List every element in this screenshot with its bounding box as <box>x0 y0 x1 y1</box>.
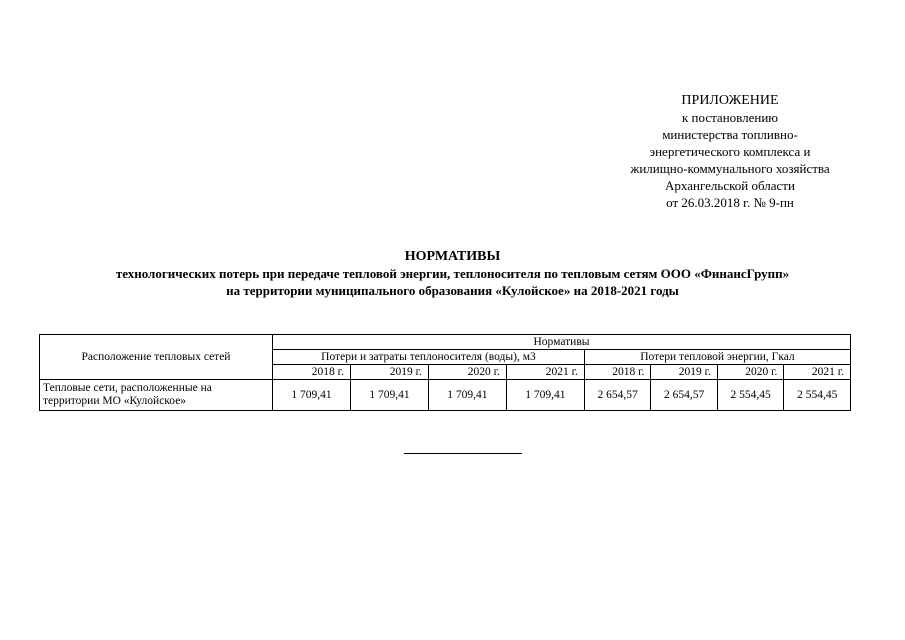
year-header: 2019 г. <box>651 365 718 380</box>
table-row <box>40 380 851 411</box>
appendix-line: к постановлению <box>681 110 779 125</box>
document-subtitle-line1: технологических потерь при передаче тепловой энергии, теплоносителя по тепловым сетям ООО «ФинансГрупп» <box>115 266 790 281</box>
year-header: 2021 г. <box>784 365 851 380</box>
value-cell: 2 654,57 <box>584 380 651 411</box>
appendix-date: от 26.03.2018 г. № 9-пн <box>666 195 794 210</box>
year-header: 2020 г. <box>428 365 506 380</box>
document-subtitle-line2: на территории муниципального образования «Кулойское» на 2018-2021 годы <box>226 283 679 298</box>
document-heading <box>20 248 885 299</box>
appendix-line: министерства топливно- <box>662 127 798 142</box>
year-header: 2019 г. <box>350 365 428 380</box>
value-cell: 1 709,41 <box>350 380 428 411</box>
closing-rule <box>404 453 522 454</box>
year-header: 2020 г. <box>717 365 784 380</box>
norms-header: Нормативы <box>273 335 851 350</box>
location-cell: Тепловые сети, расположенные на территории МО «Кулойское» <box>40 380 273 411</box>
norms-table <box>39 334 851 411</box>
table-header-row <box>40 335 851 350</box>
year-header: 2018 г. <box>584 365 651 380</box>
document-title: НОРМАТИВЫ <box>404 249 501 264</box>
location-header: Расположение тепловых сетей <box>40 335 273 380</box>
value-cell: 2 654,57 <box>651 380 718 411</box>
year-header: 2018 г. <box>273 365 351 380</box>
appendix-line: жилищно-коммунального хозяйства <box>630 161 830 176</box>
value-cell: 2 554,45 <box>717 380 784 411</box>
appendix-line: Архангельской области <box>665 178 795 193</box>
value-cell: 1 709,41 <box>273 380 351 411</box>
appendix-line: энергетического комплекса и <box>649 144 811 159</box>
value-cell: 1 709,41 <box>428 380 506 411</box>
appendix-title: ПРИЛОЖЕНИЕ <box>681 93 779 108</box>
coolant-losses-header: Потери и затраты теплоносителя (воды), м3 <box>273 350 585 365</box>
year-header: 2021 г. <box>506 365 584 380</box>
value-cell: 2 554,45 <box>784 380 851 411</box>
heat-losses-header: Потери тепловой энергии, Гкал <box>584 350 850 365</box>
appendix-block <box>590 92 870 211</box>
value-cell: 1 709,41 <box>506 380 584 411</box>
